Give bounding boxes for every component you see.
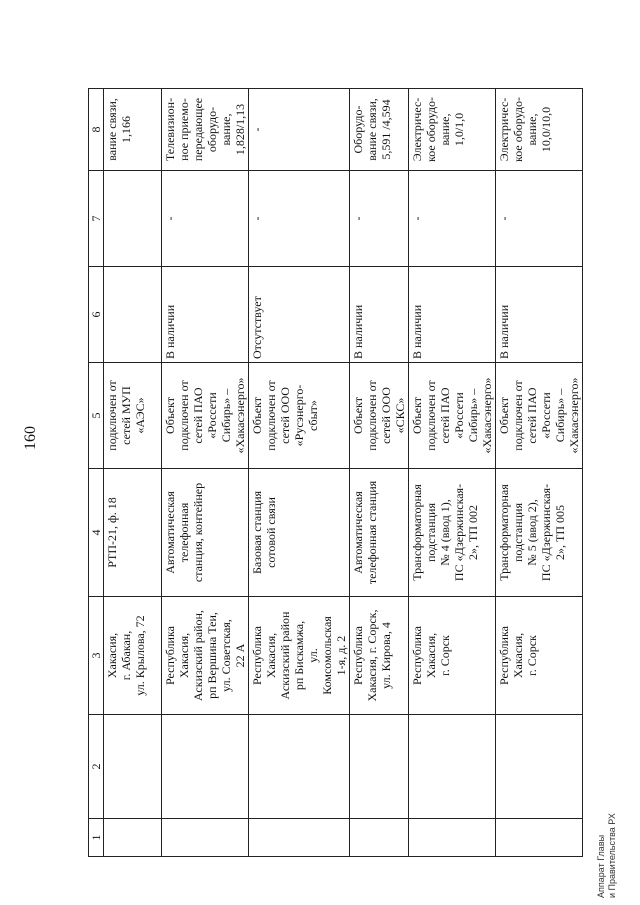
cell-object-type: Автоматическая телефонная станция (350, 469, 409, 597)
cell-col7 (104, 171, 162, 267)
cell-availability: В наличии (409, 267, 496, 363)
cell-equipment: Электричес- кое оборудо- вание, 1,0/1,0 (409, 89, 496, 171)
cell-name (409, 715, 496, 819)
header-cell: 1 (89, 819, 104, 857)
cell-equipment: вание связи, 1,166 (104, 89, 162, 171)
cell-power-source: Объект подключен от сетей ПАО «Россети Сибирь» – «Хакасэнерго» (496, 363, 583, 469)
cell-object-type: Автоматическая телефонная станция, контейнер (162, 469, 249, 597)
cell-availability: В наличии (350, 267, 409, 363)
cell-col7: - (249, 171, 350, 267)
cell-name (350, 715, 409, 819)
cell-number (409, 819, 496, 857)
table-row (496, 89, 583, 857)
cell-col7: - (162, 171, 249, 267)
object-table (88, 88, 583, 857)
cell-object-type: РТП-21, ф. 18 (104, 469, 162, 597)
cell-availability (104, 267, 162, 363)
cell-power-source: Объект подключен от сетей ПАО «Россети Сибирь» – «Хакасэнерго» (162, 363, 249, 469)
cell-address: Республика Хакасия, Аскизский район, рп Вершина Теи, ул. Советская, 22 А (162, 597, 249, 715)
header-cell: 3 (89, 597, 104, 715)
cell-object-type: Базовая станция сотовой связи (249, 469, 350, 597)
cell-equipment: Оборудо- вание связи, 5,591 /4,594 (350, 89, 409, 171)
table-row (350, 89, 409, 857)
table-row (104, 89, 162, 857)
page-number: 160 (22, 426, 39, 450)
cell-number (350, 819, 409, 857)
stamp-line: Аппарат Главы (596, 834, 606, 898)
cell-address: Республика Хакасия, г. Сорск (409, 597, 496, 715)
cell-col7: - (409, 171, 496, 267)
cell-equipment: Электричес- кое оборудо- вание, 10,0/10,0 (496, 89, 583, 171)
cell-name (496, 715, 583, 819)
header-cell: 5 (89, 363, 104, 469)
cell-number (162, 819, 249, 857)
cell-address: Республика Хакасия, Аскизский район рп Бискамжа, ул. Комсомольская 1-я, д. 2 (249, 597, 350, 715)
cell-address: Республика Хакасия, г. Сорск, ул. Кирова, 4 (350, 597, 409, 715)
table-row (162, 89, 249, 857)
cell-object-type: Трансформаторная подстанция № 5 (ввод 2), ПС «Дзержинская- 2», ТП 005 (496, 469, 583, 597)
office-stamp (596, 813, 618, 898)
table-row (409, 89, 496, 857)
cell-availability: Отсутствует (249, 267, 350, 363)
cell-equipment: - (249, 89, 350, 171)
rotated-table-wrapper (88, 89, 581, 857)
cell-address: Хакасия, г. Абакан, ул. Крылова, 72 (104, 597, 162, 715)
cell-equipment: Телевизион- ное приемо- передающее оборудо- вание, 1,828/1,13 (162, 89, 249, 171)
cell-name (249, 715, 350, 819)
cell-number (104, 819, 162, 857)
cell-name (104, 715, 162, 819)
header-cell: 4 (89, 469, 104, 597)
cell-availability: В наличии (162, 267, 249, 363)
header-cell: 7 (89, 171, 104, 267)
header-cell: 6 (89, 267, 104, 363)
cell-number (249, 819, 350, 857)
cell-power-source: Объект подключен от сетей ООО «СКС» (350, 363, 409, 469)
header-row (89, 89, 104, 857)
table-row (249, 89, 350, 857)
cell-power-source: Объект подключен от сетей ПАО «Россети Сибирь» – «Хакасэнерго» (409, 363, 496, 469)
cell-address: Республика Хакасия, г. Сорск (496, 597, 583, 715)
cell-col7: - (350, 171, 409, 267)
cell-object-type: Трансформаторная подстанция № 4 (ввод 1), ПС «Дзержинская- 2», ТП 002 (409, 469, 496, 597)
header-cell: 8 (89, 89, 104, 171)
stamp-line: и Правительства РХ (607, 813, 617, 898)
cell-power-source: Объект подключен от сетей ООО «Русэнерго- сбыт» (249, 363, 350, 469)
cell-number (496, 819, 583, 857)
cell-name (162, 715, 249, 819)
cell-availability: В наличии (496, 267, 583, 363)
cell-col7: - (496, 171, 583, 267)
header-cell: 2 (89, 715, 104, 819)
cell-power-source: подключен от сетей МУП «АЭС» (104, 363, 162, 469)
